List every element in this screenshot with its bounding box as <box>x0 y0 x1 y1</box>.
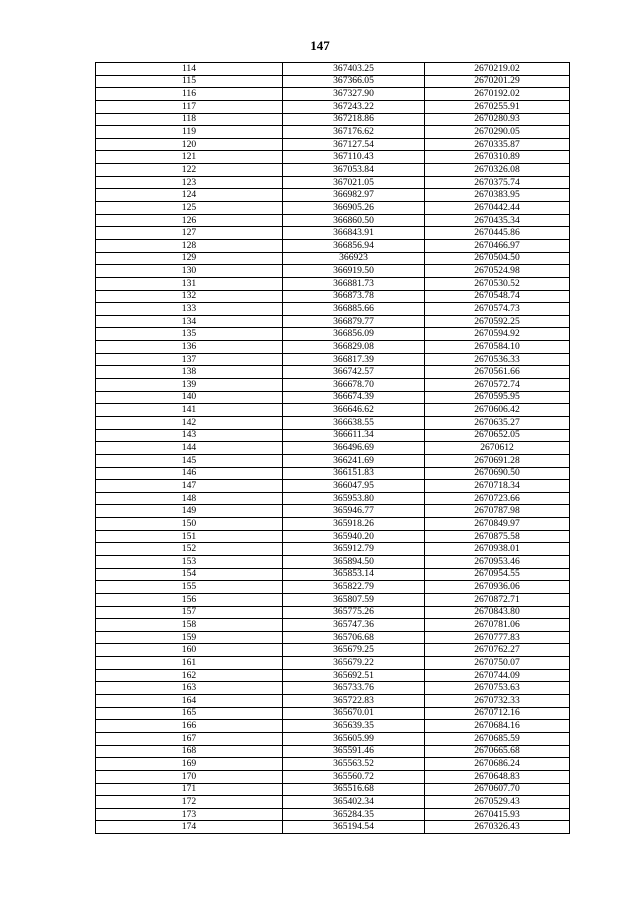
y-coordinate-cell: 2670442.44 <box>425 202 570 215</box>
point-number-cell: 146 <box>96 467 283 480</box>
x-coordinate-cell: 365402.34 <box>283 796 425 809</box>
coordinates-table-body <box>96 63 570 834</box>
x-coordinate-cell: 366678.70 <box>283 379 425 392</box>
table-row <box>96 682 570 695</box>
x-coordinate-cell: 366646.62 <box>283 404 425 417</box>
table-row <box>96 593 570 606</box>
x-coordinate-cell: 367053.84 <box>283 164 425 177</box>
table-row <box>96 151 570 164</box>
y-coordinate-cell: 2670219.02 <box>425 63 570 76</box>
y-coordinate-cell: 2670383.95 <box>425 189 570 202</box>
x-coordinate-cell: 365679.25 <box>283 644 425 657</box>
point-number-cell: 160 <box>96 644 283 657</box>
table-row <box>96 669 570 682</box>
table-row <box>96 88 570 101</box>
y-coordinate-cell: 2670718.34 <box>425 480 570 493</box>
y-coordinate-cell: 2670954.55 <box>425 568 570 581</box>
x-coordinate-cell: 366047.95 <box>283 480 425 493</box>
y-coordinate-cell: 2670648.83 <box>425 770 570 783</box>
y-coordinate-cell: 2670310.89 <box>425 151 570 164</box>
x-coordinate-cell: 367021.05 <box>283 176 425 189</box>
point-number-cell: 154 <box>96 568 283 581</box>
point-number-cell: 155 <box>96 581 283 594</box>
table-row <box>96 555 570 568</box>
point-number-cell: 168 <box>96 745 283 758</box>
x-coordinate-cell: 365912.79 <box>283 543 425 556</box>
point-number-cell: 167 <box>96 732 283 745</box>
table-row <box>96 214 570 227</box>
point-number-cell: 172 <box>96 796 283 809</box>
y-coordinate-cell: 2670843.80 <box>425 606 570 619</box>
table-row <box>96 518 570 531</box>
table-row <box>96 303 570 316</box>
point-number-cell: 141 <box>96 404 283 417</box>
y-coordinate-cell: 2670435.34 <box>425 214 570 227</box>
table-row <box>96 341 570 354</box>
x-coordinate-cell: 367218.86 <box>283 113 425 126</box>
table-row <box>96 581 570 594</box>
table-row <box>96 821 570 834</box>
y-coordinate-cell: 2670335.87 <box>425 138 570 151</box>
table-row <box>96 164 570 177</box>
y-coordinate-cell: 2670936.06 <box>425 581 570 594</box>
point-number-cell: 120 <box>96 138 283 151</box>
table-row <box>96 657 570 670</box>
x-coordinate-cell: 367327.90 <box>283 88 425 101</box>
y-coordinate-cell: 2670524.98 <box>425 265 570 278</box>
table-row <box>96 606 570 619</box>
y-coordinate-cell: 2670635.27 <box>425 416 570 429</box>
y-coordinate-cell: 2670781.06 <box>425 619 570 632</box>
y-coordinate-cell: 2670607.70 <box>425 783 570 796</box>
table-row <box>96 619 570 632</box>
x-coordinate-cell: 366638.55 <box>283 416 425 429</box>
point-number-cell: 170 <box>96 770 283 783</box>
x-coordinate-cell: 367403.25 <box>283 63 425 76</box>
y-coordinate-cell: 2670723.66 <box>425 492 570 505</box>
point-number-cell: 163 <box>96 682 283 695</box>
x-coordinate-cell: 365516.68 <box>283 783 425 796</box>
table-row <box>96 100 570 113</box>
x-coordinate-cell: 366923 <box>283 252 425 265</box>
point-number-cell: 153 <box>96 555 283 568</box>
table-row <box>96 189 570 202</box>
table-row <box>96 416 570 429</box>
table-row <box>96 770 570 783</box>
x-coordinate-cell: 366856.09 <box>283 328 425 341</box>
y-coordinate-cell: 2670686.24 <box>425 758 570 771</box>
y-coordinate-cell: 2670872.71 <box>425 593 570 606</box>
x-coordinate-cell: 365670.01 <box>283 707 425 720</box>
x-coordinate-cell: 365918.26 <box>283 518 425 531</box>
y-coordinate-cell: 2670326.08 <box>425 164 570 177</box>
y-coordinate-cell: 2670445.86 <box>425 227 570 240</box>
x-coordinate-cell: 365946.77 <box>283 505 425 518</box>
point-number-cell: 161 <box>96 657 283 670</box>
y-coordinate-cell: 2670606.42 <box>425 404 570 417</box>
point-number-cell: 133 <box>96 303 283 316</box>
x-coordinate-cell: 366856.94 <box>283 239 425 252</box>
x-coordinate-cell: 366611.34 <box>283 429 425 442</box>
x-coordinate-cell: 365560.72 <box>283 770 425 783</box>
y-coordinate-cell: 2670584.10 <box>425 341 570 354</box>
y-coordinate-cell: 2670415.93 <box>425 808 570 821</box>
point-number-cell: 173 <box>96 808 283 821</box>
point-number-cell: 121 <box>96 151 283 164</box>
point-number-cell: 135 <box>96 328 283 341</box>
x-coordinate-cell: 366742.57 <box>283 366 425 379</box>
x-coordinate-cell: 367176.62 <box>283 126 425 139</box>
point-number-cell: 123 <box>96 176 283 189</box>
x-coordinate-cell: 367366.05 <box>283 75 425 88</box>
point-number-cell: 142 <box>96 416 283 429</box>
x-coordinate-cell: 366496.69 <box>283 442 425 455</box>
x-coordinate-cell: 367243.22 <box>283 100 425 113</box>
point-number-cell: 149 <box>96 505 283 518</box>
x-coordinate-cell: 366879.77 <box>283 315 425 328</box>
y-coordinate-cell: 2670762.27 <box>425 644 570 657</box>
x-coordinate-cell: 366860.50 <box>283 214 425 227</box>
table-row <box>96 239 570 252</box>
y-coordinate-cell: 2670875.58 <box>425 530 570 543</box>
point-number-cell: 169 <box>96 758 283 771</box>
y-coordinate-cell: 2670530.52 <box>425 277 570 290</box>
x-coordinate-cell: 366843.91 <box>283 227 425 240</box>
x-coordinate-cell: 365194.54 <box>283 821 425 834</box>
y-coordinate-cell: 2670466.97 <box>425 239 570 252</box>
table-row <box>96 745 570 758</box>
table-row <box>96 138 570 151</box>
point-number-cell: 122 <box>96 164 283 177</box>
x-coordinate-cell: 365940.20 <box>283 530 425 543</box>
table-row <box>96 505 570 518</box>
point-number-cell: 138 <box>96 366 283 379</box>
x-coordinate-cell: 366881.73 <box>283 277 425 290</box>
table-row <box>96 353 570 366</box>
point-number-cell: 127 <box>96 227 283 240</box>
table-row <box>96 568 570 581</box>
y-coordinate-cell: 2670953.46 <box>425 555 570 568</box>
point-number-cell: 134 <box>96 315 283 328</box>
y-coordinate-cell: 2670529.43 <box>425 796 570 809</box>
table-row <box>96 454 570 467</box>
point-number-cell: 117 <box>96 100 283 113</box>
y-coordinate-cell: 2670504.50 <box>425 252 570 265</box>
y-coordinate-cell: 2670652.05 <box>425 429 570 442</box>
table-row <box>96 467 570 480</box>
point-number-cell: 140 <box>96 391 283 404</box>
x-coordinate-cell: 365679.22 <box>283 657 425 670</box>
table-row <box>96 252 570 265</box>
x-coordinate-cell: 367127.54 <box>283 138 425 151</box>
table-row <box>96 113 570 126</box>
y-coordinate-cell: 2670712.16 <box>425 707 570 720</box>
x-coordinate-cell: 366829.08 <box>283 341 425 354</box>
point-number-cell: 150 <box>96 518 283 531</box>
y-coordinate-cell: 2670753.63 <box>425 682 570 695</box>
x-coordinate-cell: 366241.69 <box>283 454 425 467</box>
point-number-cell: 131 <box>96 277 283 290</box>
table-row <box>96 202 570 215</box>
y-coordinate-cell: 2670849.97 <box>425 518 570 531</box>
x-coordinate-cell: 365563.52 <box>283 758 425 771</box>
table-row <box>96 315 570 328</box>
y-coordinate-cell: 2670255.91 <box>425 100 570 113</box>
point-number-cell: 137 <box>96 353 283 366</box>
table-row <box>96 176 570 189</box>
x-coordinate-cell: 365953.80 <box>283 492 425 505</box>
table-row <box>96 227 570 240</box>
table-row <box>96 644 570 657</box>
point-number-cell: 130 <box>96 265 283 278</box>
x-coordinate-cell: 365639.35 <box>283 720 425 733</box>
x-coordinate-cell: 365284.35 <box>283 808 425 821</box>
table-row <box>96 543 570 556</box>
x-coordinate-cell: 366151.83 <box>283 467 425 480</box>
point-number-cell: 116 <box>96 88 283 101</box>
point-number-cell: 129 <box>96 252 283 265</box>
table-row <box>96 379 570 392</box>
x-coordinate-cell: 365692.51 <box>283 669 425 682</box>
point-number-cell: 125 <box>96 202 283 215</box>
point-number-cell: 143 <box>96 429 283 442</box>
table-row <box>96 328 570 341</box>
y-coordinate-cell: 2670548.74 <box>425 290 570 303</box>
y-coordinate-cell: 2670561.66 <box>425 366 570 379</box>
x-coordinate-cell: 366885.66 <box>283 303 425 316</box>
x-coordinate-cell: 367110.43 <box>283 151 425 164</box>
y-coordinate-cell: 2670574.73 <box>425 303 570 316</box>
table-row <box>96 404 570 417</box>
x-coordinate-cell: 365775.26 <box>283 606 425 619</box>
x-coordinate-cell: 366817.39 <box>283 353 425 366</box>
table-row <box>96 796 570 809</box>
y-coordinate-cell: 2670192.02 <box>425 88 570 101</box>
point-number-cell: 132 <box>96 290 283 303</box>
x-coordinate-cell: 365722.83 <box>283 695 425 708</box>
table-row <box>96 75 570 88</box>
table-row <box>96 492 570 505</box>
x-coordinate-cell: 366905.26 <box>283 202 425 215</box>
point-number-cell: 166 <box>96 720 283 733</box>
x-coordinate-cell: 365822.79 <box>283 581 425 594</box>
x-coordinate-cell: 365706.68 <box>283 631 425 644</box>
point-number-cell: 162 <box>96 669 283 682</box>
table-row <box>96 265 570 278</box>
point-number-cell: 145 <box>96 454 283 467</box>
point-number-cell: 136 <box>96 341 283 354</box>
y-coordinate-cell: 2670665.68 <box>425 745 570 758</box>
x-coordinate-cell: 366873.78 <box>283 290 425 303</box>
x-coordinate-cell: 366982.97 <box>283 189 425 202</box>
point-number-cell: 158 <box>96 619 283 632</box>
y-coordinate-cell: 2670750.07 <box>425 657 570 670</box>
point-number-cell: 147 <box>96 480 283 493</box>
x-coordinate-cell: 366919.50 <box>283 265 425 278</box>
y-coordinate-cell: 2670290.05 <box>425 126 570 139</box>
x-coordinate-cell: 365894.50 <box>283 555 425 568</box>
y-coordinate-cell: 2670201.29 <box>425 75 570 88</box>
x-coordinate-cell: 365605.99 <box>283 732 425 745</box>
point-number-cell: 157 <box>96 606 283 619</box>
table-row <box>96 429 570 442</box>
table-row <box>96 720 570 733</box>
point-number-cell: 148 <box>96 492 283 505</box>
table-row <box>96 530 570 543</box>
table-row <box>96 63 570 76</box>
x-coordinate-cell: 365591.46 <box>283 745 425 758</box>
x-coordinate-cell: 365733.76 <box>283 682 425 695</box>
point-number-cell: 165 <box>96 707 283 720</box>
y-coordinate-cell: 2670594.92 <box>425 328 570 341</box>
table-row <box>96 126 570 139</box>
point-number-cell: 114 <box>96 63 283 76</box>
page-number: 147 <box>310 38 330 53</box>
table-row <box>96 631 570 644</box>
y-coordinate-cell: 2670536.33 <box>425 353 570 366</box>
table-row <box>96 783 570 796</box>
point-number-cell: 144 <box>96 442 283 455</box>
point-number-cell: 156 <box>96 593 283 606</box>
point-number-cell: 119 <box>96 126 283 139</box>
table-row <box>96 442 570 455</box>
y-coordinate-cell: 2670744.09 <box>425 669 570 682</box>
point-number-cell: 152 <box>96 543 283 556</box>
point-number-cell: 124 <box>96 189 283 202</box>
table-row <box>96 290 570 303</box>
x-coordinate-cell: 366674.39 <box>283 391 425 404</box>
point-number-cell: 174 <box>96 821 283 834</box>
table-row <box>96 808 570 821</box>
table-row <box>96 391 570 404</box>
table-row <box>96 732 570 745</box>
x-coordinate-cell: 365747.36 <box>283 619 425 632</box>
y-coordinate-cell: 2670592.25 <box>425 315 570 328</box>
y-coordinate-cell: 2670375.74 <box>425 176 570 189</box>
table-row <box>96 480 570 493</box>
y-coordinate-cell: 2670938.01 <box>425 543 570 556</box>
y-coordinate-cell: 2670691.28 <box>425 454 570 467</box>
table-row <box>96 707 570 720</box>
y-coordinate-cell: 2670787.98 <box>425 505 570 518</box>
table-row <box>96 758 570 771</box>
y-coordinate-cell: 2670595.95 <box>425 391 570 404</box>
point-number-cell: 164 <box>96 695 283 708</box>
point-number-cell: 151 <box>96 530 283 543</box>
table-row <box>96 695 570 708</box>
coordinates-table <box>95 62 570 834</box>
y-coordinate-cell: 2670326.43 <box>425 821 570 834</box>
x-coordinate-cell: 365853.14 <box>283 568 425 581</box>
point-number-cell: 115 <box>96 75 283 88</box>
point-number-cell: 159 <box>96 631 283 644</box>
y-coordinate-cell: 2670732.33 <box>425 695 570 708</box>
point-number-cell: 118 <box>96 113 283 126</box>
y-coordinate-cell: 2670572.74 <box>425 379 570 392</box>
table-row <box>96 366 570 379</box>
point-number-cell: 171 <box>96 783 283 796</box>
y-coordinate-cell: 2670690.50 <box>425 467 570 480</box>
x-coordinate-cell: 365807.59 <box>283 593 425 606</box>
y-coordinate-cell: 2670684.16 <box>425 720 570 733</box>
point-number-cell: 128 <box>96 239 283 252</box>
y-coordinate-cell: 2670612 <box>425 442 570 455</box>
table-row <box>96 277 570 290</box>
y-coordinate-cell: 2670777.83 <box>425 631 570 644</box>
y-coordinate-cell: 2670685.59 <box>425 732 570 745</box>
point-number-cell: 139 <box>96 379 283 392</box>
point-number-cell: 126 <box>96 214 283 227</box>
y-coordinate-cell: 2670280.93 <box>425 113 570 126</box>
